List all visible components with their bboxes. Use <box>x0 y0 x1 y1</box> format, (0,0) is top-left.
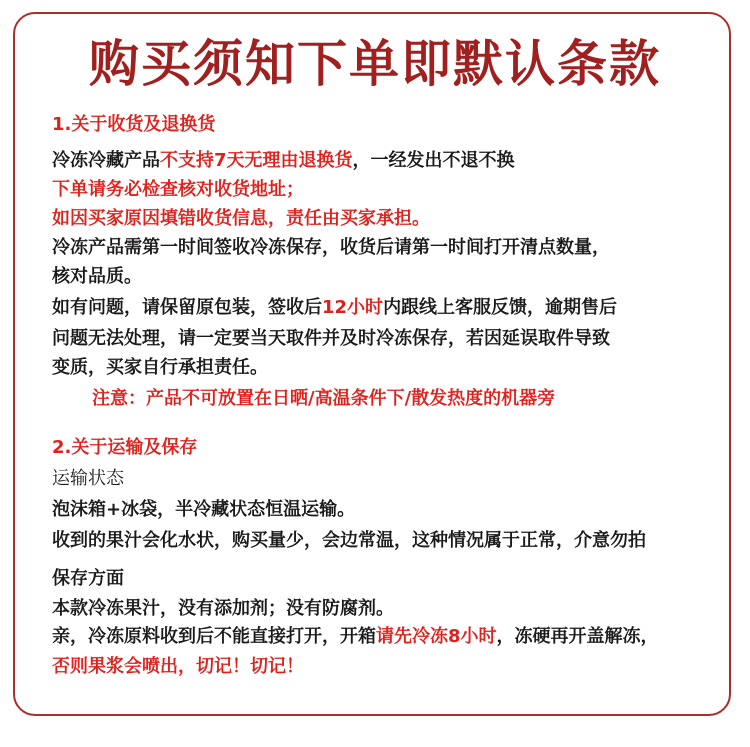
section1-line6 <box>52 295 617 321</box>
section1-line1-c: ，一经发出不退不换 <box>352 150 515 171</box>
section2-heading: 2.关于运输及保存 <box>52 437 198 458</box>
storage-line3: 否则果浆会喷出，切记！切记！ <box>52 656 304 677</box>
section1-line6-a: 如有问题，请保留原包装，签收后 <box>52 297 322 318</box>
section1-notice: 注意：产品不可放置在日晒/高温条件下/散发热度的机器旁 <box>92 388 556 409</box>
transport-line1: 泡沫箱+冰袋，半冷藏状态恒温运输。 <box>52 499 356 520</box>
storage-line2-c: ，冻硬再开盖解冻， <box>496 626 659 647</box>
storage-line1: 本款冷冻果汁，没有添加剂；没有防腐剂。 <box>52 598 394 619</box>
section1-line1-a: 冷冻冷藏产品 <box>52 150 160 171</box>
storage-line2-a: 亲，冷冻原料收到后不能直接打开，开箱 <box>52 626 376 647</box>
storage-line2 <box>52 624 659 650</box>
freeze-first-instruction: 请先冷冻8小时 <box>376 626 497 647</box>
section1-line4: 冷冻产品需第一时间签收冷冻保存，收货后请第一时间打开清点数量， <box>52 237 610 258</box>
no-return-policy: 不支持7天无理由退换货 <box>160 150 353 171</box>
section1-line2: 下单请务必检查核对收货地址； <box>52 179 304 200</box>
storage-title: 保存方面 <box>52 568 124 589</box>
section1-line8: 变质，买家自行承担责任。 <box>52 357 268 378</box>
page-title: 购买须知下单即默认条款 <box>89 34 661 93</box>
feedback-deadline: 12小时 <box>322 297 384 318</box>
section1-heading: 1.关于收货及退换货 <box>52 114 216 135</box>
section1-line1 <box>52 148 515 174</box>
section1-line6-c: 内跟线上客服反馈，逾期售后 <box>383 297 618 318</box>
section1-line5: 核对品质。 <box>52 266 142 287</box>
section1-line3: 如因买家原因填错收货信息，责任由买家承担。 <box>52 208 430 229</box>
transport-line2: 收到的果汁会化水状，购买量少，会边常温，这种情况属于正常，介意勿拍 <box>52 530 646 551</box>
section1-line7: 问题无法处理，请一定要当天取件并及时冷冻保存，若因延误取件导致 <box>52 328 610 349</box>
transport-title: 运输状态 <box>52 468 124 489</box>
